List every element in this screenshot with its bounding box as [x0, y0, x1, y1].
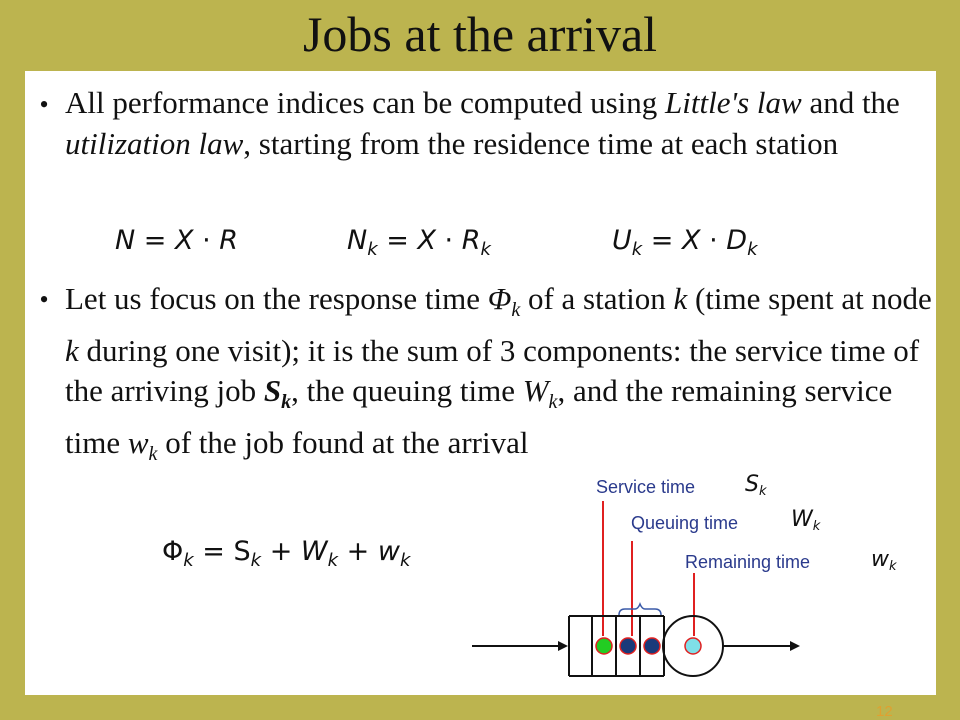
equation-throughput-population: N = X · R	[115, 225, 239, 256]
remaining-time-symbol: $w_k$	[871, 547, 897, 574]
job-in-service	[685, 638, 701, 654]
service-time-symbol: $S_k$	[745, 472, 767, 499]
queuing-time-symbol: $W_k$	[791, 507, 821, 534]
departure-arrow-head	[790, 641, 800, 651]
bullet-marker: •	[39, 90, 49, 119]
queued-jobs-brace	[619, 604, 661, 615]
response-time-equation: $\Phi_k = S_k + W_k + w_k$	[162, 536, 411, 571]
equation-station-population: $N_k = X \cdot R_k$	[347, 225, 491, 260]
text-fragment: , starting from the residence time at each station	[243, 125, 839, 161]
queuing-time-label: Queuing time	[631, 513, 739, 533]
text-fragment: and the	[801, 85, 900, 120]
slide-title: Jobs at the arrival	[302, 6, 658, 62]
equation-utilization: $U_k = X \cdot D_k$	[612, 225, 758, 260]
bullet-1-text	[65, 83, 935, 164]
arrival-arrow-head	[558, 641, 568, 651]
queued-job	[620, 638, 636, 654]
arriving-job	[596, 638, 612, 654]
bullet-marker: •	[39, 285, 49, 314]
text-fragment: All performance indices can be computed using	[65, 85, 665, 120]
queued-job	[644, 638, 660, 654]
bullet-2-text: Let us focus on the response time $\Phi_k$ of a station k (time spent at node k during one visit); it is the sum of 3 components: the service time of the arriving job $S_k$, the queuing time $W_k$, and the remaining service time $w_k$ of the job found at the arrival	[65, 281, 932, 466]
service-time-label: Service time	[596, 477, 696, 497]
littles-law-term: Little's law	[665, 85, 802, 120]
content-panel	[25, 71, 936, 695]
page-number: 12	[876, 703, 893, 720]
utilization-law-term: utilization law	[65, 125, 244, 161]
remaining-time-label: Remaining time	[685, 552, 811, 572]
queue-diagram	[472, 501, 812, 681]
